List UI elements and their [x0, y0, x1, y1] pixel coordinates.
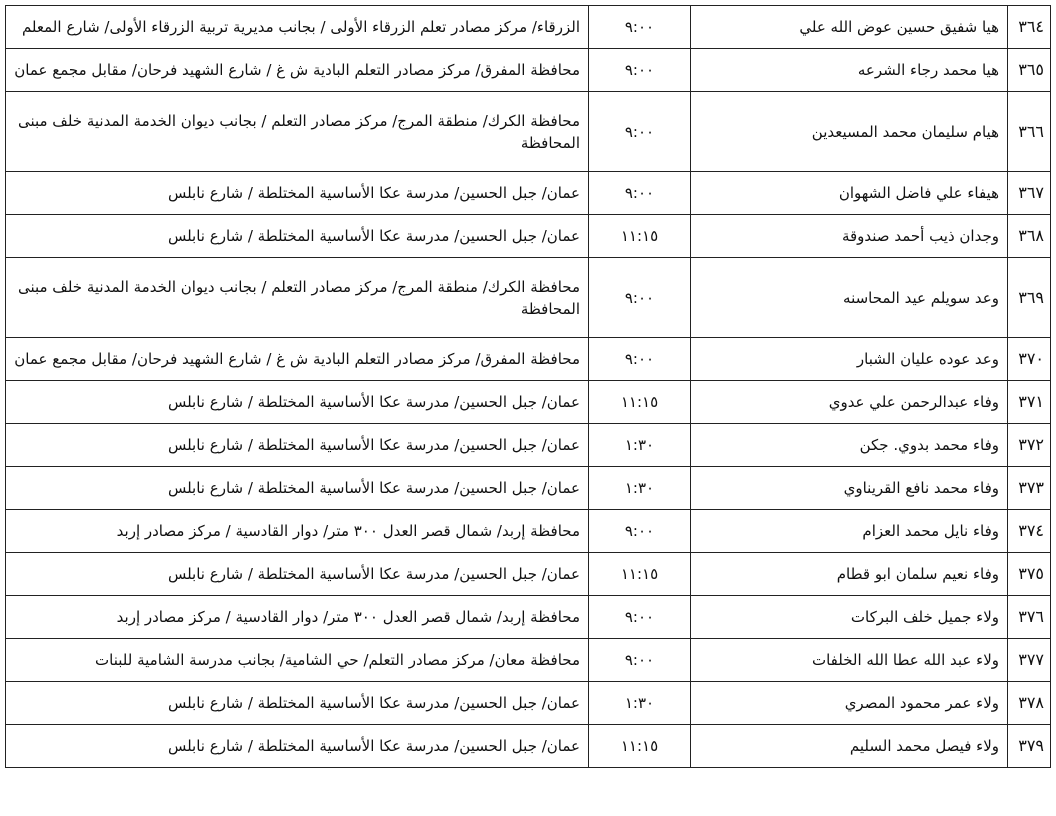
appointment-time: ١:٣٠: [589, 424, 691, 467]
row-number: ٣٧٠: [1008, 338, 1051, 381]
person-name: ولاء عمر محمود المصري: [691, 682, 1008, 725]
table-row: [6, 258, 1051, 338]
person-name: هيفاء علي فاضل الشهوان: [691, 172, 1008, 215]
person-name: ولاء جميل خلف البركات: [691, 596, 1008, 639]
row-number: ٣٦٨: [1008, 215, 1051, 258]
table-row: [6, 92, 1051, 172]
person-name: وعد سويلم عيد المحاسنه: [691, 258, 1008, 338]
appointment-time: ٩:٠٠: [589, 49, 691, 92]
row-number: ٣٧٢: [1008, 424, 1051, 467]
location-address: محافظة الكرك/ منطقة المرج/ مركز مصادر التعلم / بجانب ديوان الخدمة المدنية خلف مبنى المحافظة: [6, 92, 589, 172]
appointment-time: ١١:١٥: [589, 381, 691, 424]
location-address: عمان/ جبل الحسين/ مدرسة عكا الأساسية المختلطة / شارع نابلس: [6, 381, 589, 424]
appointment-time: ٩:٠٠: [589, 172, 691, 215]
location-address: محافظة المفرق/ مركز مصادر التعلم البادية ش غ / شارع الشهيد فرحان/ مقابل مجمع عمان: [6, 49, 589, 92]
person-name: وفاء عبدالرحمن علي عدوي: [691, 381, 1008, 424]
row-number: ٣٧٤: [1008, 510, 1051, 553]
table-row: [6, 6, 1051, 49]
person-name: وفاء نعيم سلمان ابو قطام: [691, 553, 1008, 596]
appointment-time: ١١:١٥: [589, 215, 691, 258]
person-name: وفاء محمد نافع القريناوي: [691, 467, 1008, 510]
row-number: ٣٦٥: [1008, 49, 1051, 92]
location-address: عمان/ جبل الحسين/ مدرسة عكا الأساسية المختلطة / شارع نابلس: [6, 424, 589, 467]
table-row: [6, 510, 1051, 553]
location-address: محافظة معان/ مركز مصادر التعلم/ حي الشامية/ بجانب مدرسة الشامية للبنات: [6, 639, 589, 682]
row-number: ٣٧٦: [1008, 596, 1051, 639]
person-name: ولاء عبد الله عطا الله الخلفات: [691, 639, 1008, 682]
appointment-time: ١:٣٠: [589, 467, 691, 510]
appointment-time: ٩:٠٠: [589, 6, 691, 49]
person-name: وفاء محمد بدوي. جكن: [691, 424, 1008, 467]
table-row: [6, 682, 1051, 725]
location-address: محافظة الكرك/ منطقة المرج/ مركز مصادر التعلم / بجانب ديوان الخدمة المدنية خلف مبنى المحافظة: [6, 258, 589, 338]
table-row: [6, 338, 1051, 381]
appointment-time: ٩:٠٠: [589, 258, 691, 338]
person-name: هيام سليمان محمد المسيعدين: [691, 92, 1008, 172]
row-number: ٣٧٣: [1008, 467, 1051, 510]
location-address: عمان/ جبل الحسين/ مدرسة عكا الأساسية المختلطة / شارع نابلس: [6, 215, 589, 258]
schedule-table: [5, 5, 1051, 768]
location-address: محافظة إربد/ شمال قصر العدل ٣٠٠ متر/ دوار القادسية / مركز مصادر إربد: [6, 596, 589, 639]
table-row: [6, 467, 1051, 510]
appointment-time: ٩:٠٠: [589, 92, 691, 172]
appointment-time: ١:٣٠: [589, 682, 691, 725]
schedule-table-body: [6, 6, 1051, 768]
person-name: ولاء فيصل محمد السليم: [691, 725, 1008, 768]
row-number: ٣٦٦: [1008, 92, 1051, 172]
location-address: عمان/ جبل الحسين/ مدرسة عكا الأساسية المختلطة / شارع نابلس: [6, 467, 589, 510]
location-address: عمان/ جبل الحسين/ مدرسة عكا الأساسية المختلطة / شارع نابلس: [6, 553, 589, 596]
location-address: عمان/ جبل الحسين/ مدرسة عكا الأساسية المختلطة / شارع نابلس: [6, 172, 589, 215]
row-number: ٣٧٩: [1008, 725, 1051, 768]
person-name: هيا شفيق حسين عوض الله علي: [691, 6, 1008, 49]
appointment-time: ١١:١٥: [589, 725, 691, 768]
row-number: ٣٦٤: [1008, 6, 1051, 49]
row-number: ٣٧١: [1008, 381, 1051, 424]
location-address: محافظة إربد/ شمال قصر العدل ٣٠٠ متر/ دوار القادسية / مركز مصادر إربد: [6, 510, 589, 553]
person-name: وفاء نايل محمد العزام: [691, 510, 1008, 553]
table-row: [6, 381, 1051, 424]
location-address: الزرقاء/ مركز مصادر تعلم الزرقاء الأولى / بجانب مديرية تربية الزرقاء الأولى/ شارع المعلم: [6, 6, 589, 49]
location-address: محافظة المفرق/ مركز مصادر التعلم البادية ش غ / شارع الشهيد فرحان/ مقابل مجمع عمان: [6, 338, 589, 381]
row-number: ٣٦٩: [1008, 258, 1051, 338]
row-number: ٣٧٨: [1008, 682, 1051, 725]
appointment-time: ١١:١٥: [589, 553, 691, 596]
table-row: [6, 49, 1051, 92]
table-row: [6, 596, 1051, 639]
appointment-time: ٩:٠٠: [589, 596, 691, 639]
row-number: ٣٧٧: [1008, 639, 1051, 682]
table-row: [6, 639, 1051, 682]
table-row: [6, 215, 1051, 258]
row-number: ٣٧٥: [1008, 553, 1051, 596]
appointment-time: ٩:٠٠: [589, 510, 691, 553]
table-row: [6, 172, 1051, 215]
table-row: [6, 553, 1051, 596]
location-address: عمان/ جبل الحسين/ مدرسة عكا الأساسية المختلطة / شارع نابلس: [6, 682, 589, 725]
person-name: وعد عوده عليان الشبار: [691, 338, 1008, 381]
row-number: ٣٦٧: [1008, 172, 1051, 215]
location-address: عمان/ جبل الحسين/ مدرسة عكا الأساسية المختلطة / شارع نابلس: [6, 725, 589, 768]
table-row: [6, 725, 1051, 768]
table-row: [6, 424, 1051, 467]
person-name: وجدان ذيب أحمد صندوقة: [691, 215, 1008, 258]
appointment-time: ٩:٠٠: [589, 338, 691, 381]
person-name: هيا محمد رجاء الشرعه: [691, 49, 1008, 92]
appointment-time: ٩:٠٠: [589, 639, 691, 682]
